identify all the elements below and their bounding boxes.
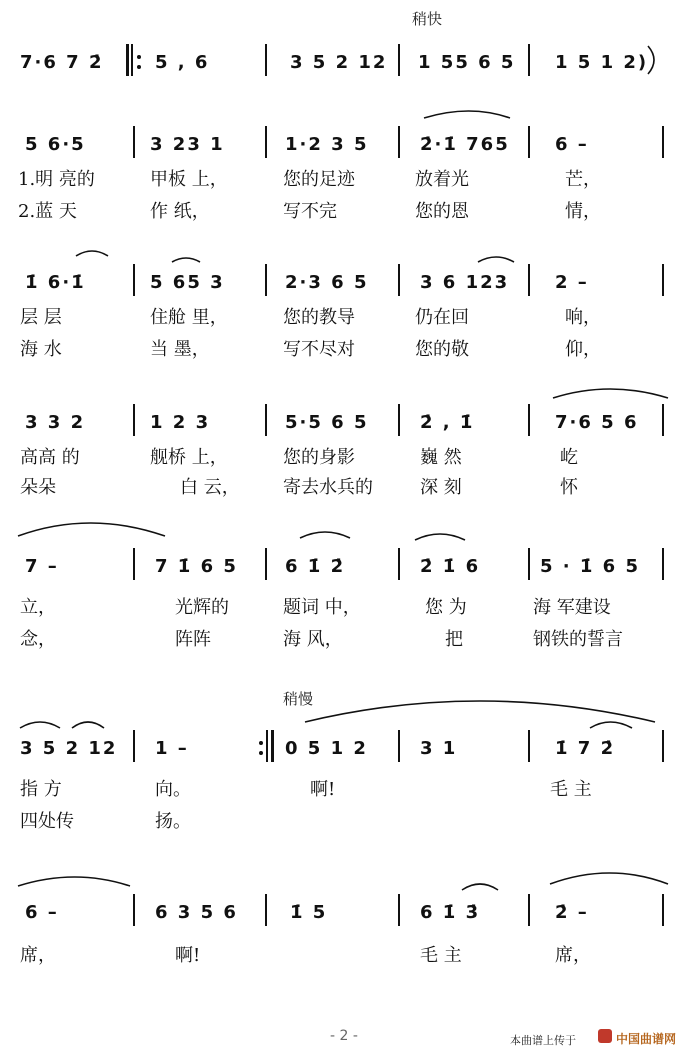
slur [478, 257, 514, 262]
tempo-mark-faster: 稍快 [412, 10, 443, 28]
lyric: 把 [445, 629, 463, 650]
measure: 1 55 6 5 [418, 51, 516, 73]
lyric: 当 墨， [150, 339, 210, 360]
slur [18, 523, 165, 536]
measure: 0 5 1 2 [285, 737, 368, 759]
lyric: 仰， [565, 339, 601, 360]
slur [20, 722, 60, 728]
measure: 3 1 [420, 737, 458, 759]
lyric: 写不尽对 [283, 339, 355, 360]
measure: 1̇ 6·1̇ [25, 271, 86, 293]
lyric: 怀 [560, 477, 578, 498]
lyric: 海 风， [283, 629, 343, 650]
measure: 3 5 2 12 [290, 51, 388, 73]
lyric: 阵阵 [175, 629, 211, 650]
lyric: 海 水 [20, 339, 62, 360]
closing-paren [648, 46, 654, 74]
lyric: 层 层 [20, 307, 62, 328]
slur [590, 722, 632, 728]
measure: 1̇ 5 [290, 901, 328, 923]
measure: 7 1̇ 6 5 [155, 555, 238, 577]
measure: 7·6 7 2̇ [20, 51, 104, 73]
lyric: 毛 主 [550, 779, 592, 800]
measure: 7·6 5 6 [555, 411, 639, 433]
lyric: 1.明 亮的 [18, 169, 95, 190]
measure: 5 65 3 [150, 271, 225, 293]
lyric: 指 方 [20, 779, 62, 800]
upload-credit: 本曲谱上传于 [510, 1034, 576, 1047]
lyric: 写不完 [283, 201, 337, 222]
measure: 6 – [555, 133, 589, 155]
lyric: 甲板 上， [150, 169, 228, 190]
lyric: 白 云， [180, 477, 240, 498]
measure: 2̇·1̇ 765 [420, 133, 510, 155]
lyric: 住舱 里， [150, 307, 228, 328]
lyric: 情， [565, 201, 601, 222]
measure: 6 1̇ 3̇ [420, 901, 481, 923]
lyric: 您 为 [425, 597, 467, 618]
lyric: 朵朵 [20, 477, 56, 498]
measure: 1·2 3 5 [285, 133, 369, 155]
lyric: 啊! [175, 945, 201, 966]
measure: 6 1̇ 2̇ [285, 555, 346, 577]
measure: 3 23 1 [150, 133, 225, 155]
measure: 2̇ , 1̇ [420, 411, 475, 433]
lyric: 向。 [155, 779, 191, 800]
slur [550, 873, 668, 884]
lyric: 深 刻 [420, 477, 462, 498]
measure: 5 6·5 [25, 133, 86, 155]
lyric: 舰桥 上， [150, 447, 228, 468]
lyric: 您的敬 [415, 339, 469, 360]
site-name: 中国曲谱网 [616, 1032, 677, 1046]
slur [76, 251, 108, 256]
measure: 2 – [555, 271, 589, 293]
measure: 1 5 1 2) [555, 51, 649, 73]
lyric: 芒， [565, 169, 601, 190]
lyric: 光辉的 [175, 597, 229, 618]
lyric: 席， [555, 945, 591, 966]
lyric: 巍 然 [420, 447, 462, 468]
tempo-mark-slower: 稍慢 [283, 690, 314, 708]
measure: 5·5 6 5 [285, 411, 369, 433]
measure: 1 – [155, 737, 189, 759]
lyric: 扬。 [155, 811, 191, 832]
lyric: 您的身影 [283, 447, 355, 468]
lyric: 2.蓝 天 [18, 201, 77, 222]
slur [462, 884, 498, 890]
lyric: 响， [565, 307, 601, 328]
lyric: 海 军建设 [533, 597, 611, 618]
lyric: 屹 [560, 447, 578, 468]
lyric: 寄去水兵的 [283, 477, 373, 498]
slur [18, 877, 130, 886]
measure: 3 5 2 12 [20, 737, 118, 759]
lyric: 念， [20, 629, 56, 650]
measure: 2̇ 1̇ 6 [420, 555, 481, 577]
measure: 3 6 123 [420, 271, 510, 293]
lyric: 立， [20, 597, 56, 618]
slur [415, 534, 465, 540]
slur [72, 722, 104, 728]
lyric: 您的恩 [415, 201, 469, 222]
lyric: 钢铁的誓言 [533, 629, 623, 650]
measure: 7 – [25, 555, 59, 577]
slur [300, 532, 350, 538]
measure: 3 3 2 [25, 411, 86, 433]
lyric: 高高 的 [20, 447, 80, 468]
lyric: 四处传 [20, 811, 74, 832]
slur [305, 701, 655, 722]
slur [424, 111, 510, 118]
lyric: 作 纸， [150, 201, 210, 222]
lyric: 题词 中， [283, 597, 361, 618]
lyric: 您的足迹 [283, 169, 355, 190]
page-number: - 2 - [330, 1028, 358, 1044]
measure: 6 3 5 6 [155, 901, 238, 923]
lyric: 席， [20, 945, 56, 966]
measure: 1 2 3 [150, 411, 211, 433]
measure: 2̇ – [555, 901, 589, 923]
measure: 1̇ 7 2̇ [555, 737, 616, 759]
measure: 5 · 1̇ 6 5 [540, 555, 641, 577]
lyric: 毛 主 [420, 945, 462, 966]
slur [172, 258, 200, 262]
slur [553, 389, 668, 398]
lyric: 仍在回 [415, 307, 469, 328]
measure: 2·3 6 5 [285, 271, 369, 293]
measure: 6 – [25, 901, 59, 923]
lyric: 放着光 [415, 169, 469, 190]
site-logo-icon [598, 1029, 612, 1043]
lyric: 啊! [310, 779, 336, 800]
measure: 5 , 6 [155, 51, 210, 73]
lyric: 您的教导 [283, 307, 355, 328]
